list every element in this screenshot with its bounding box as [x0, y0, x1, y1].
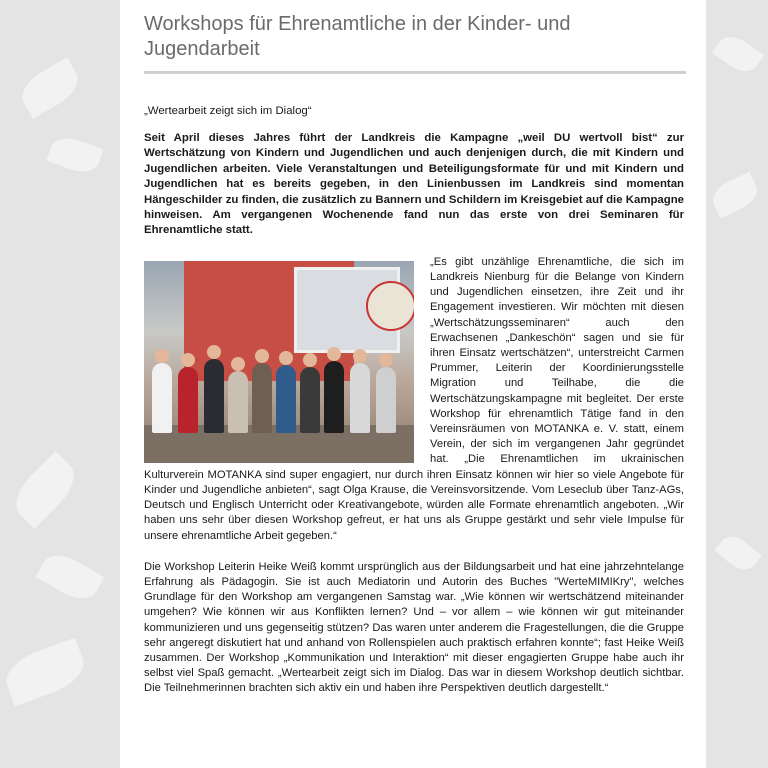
article-title: Workshops für Ehrenamtliche in der Kinder- und Jugendarbeit — [144, 13, 571, 60]
group-photo — [144, 261, 414, 463]
article-paragraph-2: Die Workshop Leiterin Heike Weiß kommt ursprünglich aus der Bildungsarbeit und hat eine jahrzehntelange Erfahrung als Pädagogin. Sie ist auch Mediatorin und Autorin des Buches "WerteMIMIKry", welches Grundlage für den Workshop am vergangenen Samstag war. „Wie können wir wertschätzend miteinander umgehen? Wie können wir aus Konflikten lernen? Und – vor allem – wie können wir gut miteinander kommunizieren und uns gegenseitig stützen? Das waren unter anderem die Fragestellungen, die die Gruppe sehr angeregt diskutiert hat und anhand von Rollenspielen auch praktisch erfahren konnte“; fast Heike Weiß zusammen. Der Workshop „Kommunikation und Interaktion“ mit dieser engagierten Gruppe habe auch ihr selbst viel Spaß gemacht. „Wertearbeit zeigt sich im Dialog. Das war in diesem Workshop deutlich sichtbar. Die Teilnehmerinnen brachten sich aktiv ein und haben ihre Perspektiven deutlich dargestellt.“ — [144, 560, 684, 695]
article-body — [144, 255, 684, 544]
article-page — [120, 0, 706, 768]
article-lead: Seit April dieses Jahres führt der Landkreis die Kampagne „weil DU wertvoll bist“ zur Wertschätzung von Kindern und Jugendlichen und auch denjenigen durch, die mit Kindern und Jugendlichen arbeiten. Viele Veranstaltungen und Beteiligungsformate für und mit Kindern und Jugendlichen hat es bereits gegeben, in den Linienbussen im Landkreis sind momentan Hängeschilder zu finden, die zusätzlich zu Bannern und Schildern im Kreisgebiet auf die Kampagne hinweisen. Am vergangenen Wochenende fand nun das erste von drei Seminaren für Ehrenamtliche statt. — [144, 132, 684, 237]
title-divider — [144, 71, 686, 74]
background-decoration-left — [0, 0, 120, 768]
article-paragraph-1: „Es gibt unzählige Ehrenamtliche, die sich im Landkreis Nienburg für die Belange von Kindern und Jugendlichen einsetzen, ihre Zeit und ihr Engagement investieren. Wir möchten mit diesen „Wertschätzungsseminaren“ auch den Erwachsenen „Dankeschön“ sagen und sie für ihren Einsatz wertschätzen“, unterstreicht Carmen Prummer, Leiterin der Koordinierungsstelle Migration und Teilhabe, die die Wertschätzungskampagne mit begleitet. Der erste Workshop für ehrenamtlich Tätige fand in den Vereinsräumen von MOTANKA e. V. statt, einem Verein, der sich im vergangenen Jahr gegründet hat. „Die Ehrenamtlichen im ukrainischen Kulturverein MOTANKA sind super engagiert, nur durch ihren Einsatz können wir hier so viele Angebote für Kinder und Jugendliche anbieten“, sagt Olga Krause, die Vereinsvorsitzende. Vom Leseclub über Tanz-AGs, Deutsch und Englisch Unterricht oder Kreativangebote, würden alle Formate ehrenamtlich angeboten. „Wir haben uns sehr über diesen Workshop gefreut, er hat uns als Gruppe gestärkt und sehr viele Impulse für unsere ehrenamtliche Arbeit gegeben.“ — [144, 255, 684, 542]
background-decoration-right — [706, 0, 768, 768]
article-subheading: „Wertearbeit zeigt sich im Dialog“ — [144, 105, 312, 117]
